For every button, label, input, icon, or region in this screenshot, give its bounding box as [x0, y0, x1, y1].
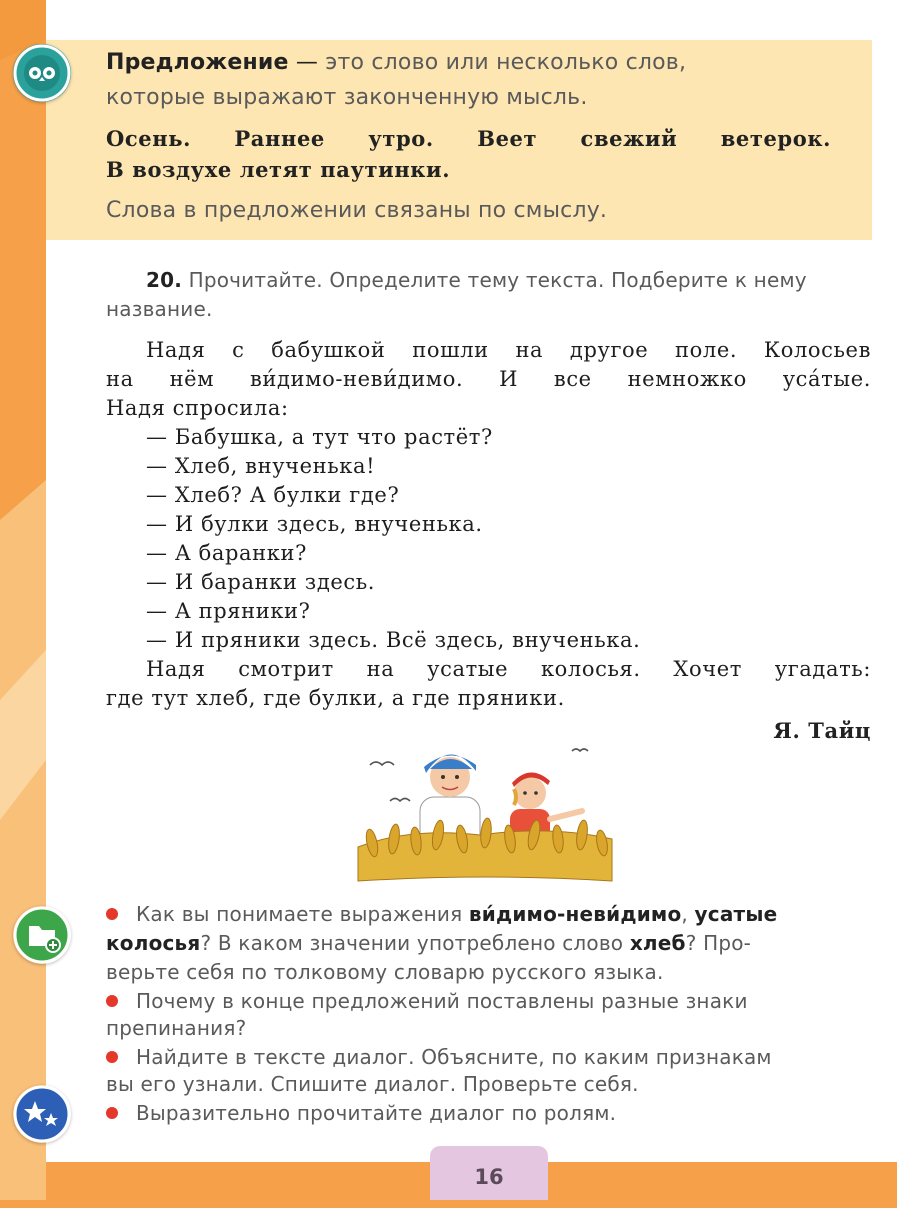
- q4-text: Выразительно прочитайте диалог по ролям.: [136, 1101, 617, 1125]
- q1-text-c: ,: [681, 902, 695, 926]
- owl-icon: [13, 44, 71, 102]
- exercise-task-1: Прочитайте. Определите тему текста. Подберите к нему: [182, 268, 807, 292]
- bullet-dot: [106, 908, 118, 920]
- folder-plus-icon: [13, 906, 71, 964]
- story-line-10: — А пряники?: [146, 599, 311, 623]
- owl-badge: [13, 44, 71, 102]
- question-1-line-1: [106, 902, 777, 926]
- q1-term-3: колосья: [106, 931, 201, 955]
- exercise-number: 20.: [146, 268, 183, 292]
- bullet-dot: [106, 1107, 118, 1119]
- rule-note: Слова в предложении связаны по смыслу.: [106, 198, 608, 223]
- stars-icon: [13, 1085, 71, 1143]
- story-line-9: — И баранки здесь.: [146, 570, 376, 594]
- story-line-8: — А баранки?: [146, 541, 307, 565]
- story-line-2: на нём ви́димо-неви́димо. И все немножко уса́тые.: [106, 367, 871, 391]
- q3-text: Найдите в тексте диалог. Объясните, по каким признакам: [136, 1045, 772, 1069]
- q2-text: Почему в конце предложений поставлены разные знаки: [136, 989, 748, 1013]
- question-3-line-2: вы его узнали. Спишите диалог. Проверьте себя.: [106, 1072, 639, 1096]
- bullet-dot: [106, 995, 118, 1007]
- bird-icon: [370, 749, 588, 801]
- page-number: 16: [430, 1146, 548, 1200]
- rule-line-1: [106, 50, 831, 75]
- question-1-line-2: [106, 931, 751, 955]
- wheat-icon: [358, 818, 612, 881]
- rule-definition-1: это слово или несколько слов,: [325, 50, 687, 75]
- q1-text-a: Как вы понимаете выражения: [136, 902, 469, 926]
- rule-dash: —: [288, 50, 326, 75]
- story-line-13: где тут хлеб, где булки, а где пряники.: [106, 686, 565, 710]
- rule-example-2: В воздухе летят паутинки.: [106, 157, 451, 182]
- question-3-line-1: [106, 1045, 772, 1069]
- story-line-12: Надя смотрит на усатые колосья. Хочет угадать:: [146, 657, 871, 681]
- q1-term-4: хлеб: [629, 931, 686, 955]
- q1-text-d: ? Про-: [685, 931, 752, 955]
- story-line-4: — Бабушка, а тут что растёт?: [146, 425, 493, 449]
- question-4-line-1: [106, 1101, 616, 1125]
- exercise-task-line-1: [146, 268, 807, 292]
- exercise-task-line-2: название.: [106, 297, 213, 321]
- wheat-field-illustration: [350, 735, 620, 885]
- story-line-6: — Хлеб? А булки где?: [146, 483, 400, 507]
- rule-example-1: Осень. Раннее утро. Веет свежий ветерок.: [106, 126, 831, 151]
- rule-term: Предложение: [106, 50, 289, 75]
- q1-term-2: усатые: [694, 902, 778, 926]
- story-line-11: — И пряники здесь. Всё здесь, внученька.: [146, 628, 641, 652]
- q1-term-1: ви́димо-неви́димо: [468, 902, 682, 926]
- story-line-7: — И булки здесь, внученька.: [146, 512, 483, 536]
- question-2-line-1: [106, 989, 748, 1013]
- question-2-line-2: препинания?: [106, 1016, 247, 1040]
- story-line-5: — Хлеб, внученька!: [146, 454, 376, 478]
- bullet-dot: [106, 1051, 118, 1063]
- rule-line-2: которые выражают законченную мысль.: [106, 85, 588, 110]
- dictionary-badge: [13, 906, 71, 964]
- story-line-3: Надя спросила:: [106, 396, 289, 420]
- question-1-line-3: верьте себя по толковому словарю русского языка.: [106, 960, 664, 984]
- roles-badge: [13, 1085, 71, 1143]
- story-author: Я. Тайц: [773, 718, 871, 743]
- story-line-1: Надя с бабушкой пошли на другое поле. Колосьев: [146, 338, 871, 362]
- q1-text-b: ? В каком значении употреблено слово: [200, 931, 630, 955]
